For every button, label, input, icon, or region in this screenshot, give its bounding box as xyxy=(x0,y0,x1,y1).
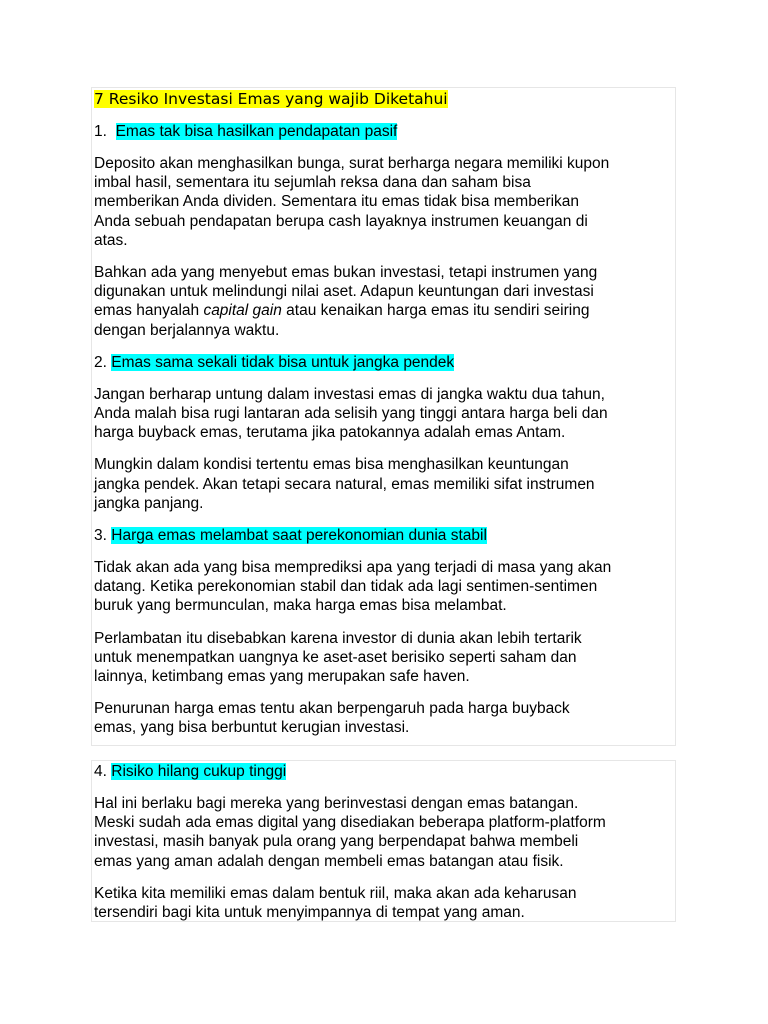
section-2-paragraph-2: Mungkin dalam kondisi tertentu emas bisa menghasilkan keuntungan jangka pendek. Akan tetapi secara natural, emas memiliki sifat instrumen jangka panjang. xyxy=(94,456,595,512)
section-2-heading-text: Emas sama sekali tidak bisa untuk jangka pendek xyxy=(111,353,455,371)
section-1-heading-text: Emas tak bisa hasilkan pendapatan pasif xyxy=(115,123,398,140)
document-block-2 xyxy=(91,760,676,922)
section-3-paragraph-1: Tidak akan ada yang bisa memprediksi apa yang terjadi di masa yang akan datang. Ketika perekonomian stabil dan tidak ada lagi sentimen-sentimen buruk yang bermunculan, maka harga emas bisa melambat. xyxy=(94,559,612,615)
section-4-paragraph-1: Hal ini berlaku bagi mereka yang berinvestasi dengan emas batangan. Meski sudah ada emas digital yang disediakan beberapa platform-platform investasi, masih banyak pula orang yang berpendapat bahwa membeli emas yang aman adalah dengan membeli emas batangan atau fisik. xyxy=(94,795,606,870)
section-4-paragraph-2: Ketika kita memiliki emas dalam bentuk riil, maka akan ada keharusan tersendiri bagi kita untuk menyimpannya di tempat yang aman. xyxy=(94,884,577,922)
section-3-paragraph-3: Penurunan harga emas tentu akan berpengaruh pada harga buyback emas, yang bisa berbuntut kerugian investasi. xyxy=(94,700,570,737)
section-3-heading: 3. Harga emas melambat saat perekonomian dunia stabil xyxy=(94,527,487,545)
section-1-paragraph-1: Deposito akan menghasilkan bunga, surat berharga negara memiliki kupon imbal hasil, sementara itu sejumlah reksa dana dan saham bisa memberikan Anda dividen. Sementara itu emas tidak bisa memberikan Anda sebuah pendapatan berupa cash layaknya instrumen keuangan di atas. xyxy=(94,155,610,249)
section-3-heading-text: Harga emas melambat saat perekonomian dunia stabil xyxy=(111,527,487,545)
document-title xyxy=(94,88,675,109)
section-2-paragraph-1: Jangan berharap untung dalam investasi emas di jangka waktu dua tahun, Anda malah bisa rugi lantaran ada selisih yang tinggi antara harga beli dan harga buyback emas, terutama jika patokannya adalah emas Antam. xyxy=(94,385,608,442)
section-2-heading: 2. Emas sama sekali tidak bisa untuk jangka pendek xyxy=(94,353,455,371)
section-1-heading: 1. Emas tak bisa hasilkan pendapatan pasif xyxy=(94,123,398,140)
title-highlight: 7 Resiko Investasi Emas yang wajib Diketahui xyxy=(94,90,448,108)
section-1-paragraph-2: Bahkan ada yang menyebut emas bukan investasi, tetapi instrumen yang digunakan untuk melindungi nilai aset. Adapun keuntungan dari investasi emas hanyalah capital gain atau kenaikan harga emas itu sendiri seiring dengan berjalannya waktu. xyxy=(94,264,598,339)
section-3-paragraph-2: Perlambatan itu disebabkan karena investor di dunia akan lebih tertarik untuk menempatkan uangnya ke aset-aset berisiko seperti saham dan lainnya, ketimbang emas yang merupakan safe haven. xyxy=(94,629,582,686)
section-4-heading: 4. Risiko hilang cukup tinggi xyxy=(94,763,287,780)
section-4-heading-text: Risiko hilang cukup tinggi xyxy=(111,763,287,780)
document-block-1 xyxy=(91,87,676,746)
italic-term: capital gain xyxy=(203,302,282,320)
